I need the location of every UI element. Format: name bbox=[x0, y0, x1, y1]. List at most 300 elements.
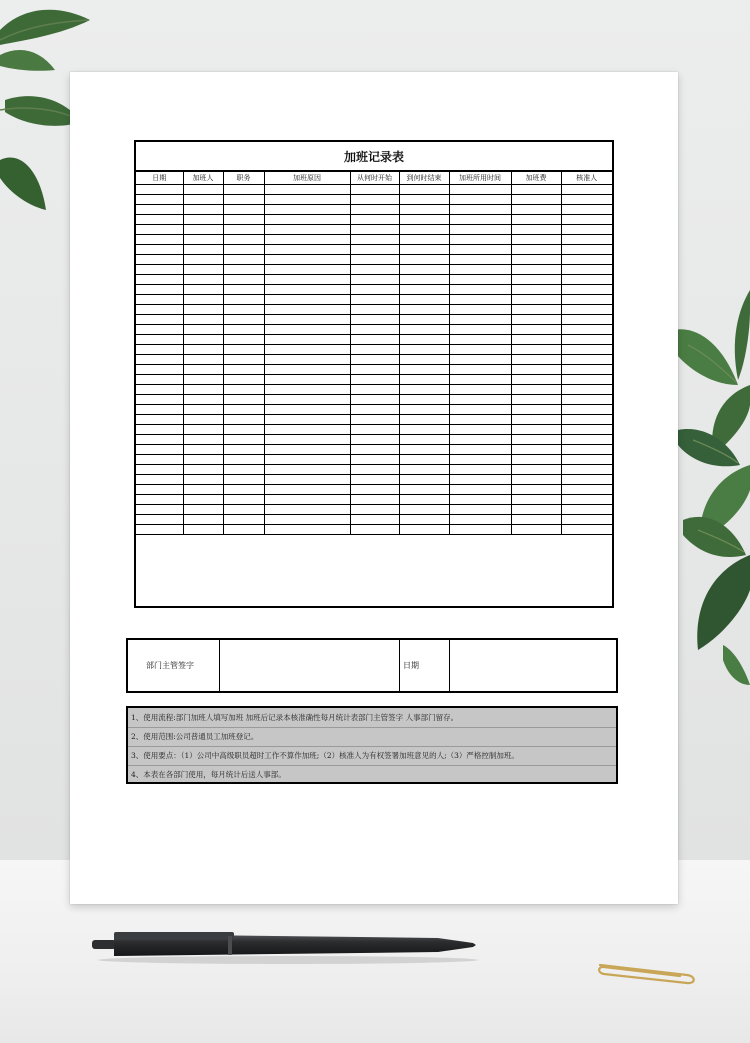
table-cell[interactable] bbox=[223, 415, 264, 425]
table-cell[interactable] bbox=[449, 265, 511, 275]
table-cell[interactable] bbox=[399, 485, 449, 495]
table-cell[interactable] bbox=[264, 235, 350, 245]
table-cell[interactable] bbox=[223, 525, 264, 535]
table-cell[interactable] bbox=[136, 205, 183, 215]
table-cell[interactable] bbox=[183, 485, 223, 495]
table-cell[interactable] bbox=[561, 515, 612, 525]
manager-sign-field[interactable] bbox=[220, 640, 400, 691]
table-cell[interactable] bbox=[264, 455, 350, 465]
table-cell[interactable] bbox=[350, 305, 399, 315]
table-cell[interactable] bbox=[350, 495, 399, 505]
table-cell[interactable] bbox=[511, 515, 561, 525]
table-cell[interactable] bbox=[511, 285, 561, 295]
table-cell[interactable] bbox=[399, 195, 449, 205]
table-cell[interactable] bbox=[136, 505, 183, 515]
table-cell[interactable] bbox=[511, 225, 561, 235]
table-cell[interactable] bbox=[399, 395, 449, 405]
date-field[interactable] bbox=[450, 640, 616, 691]
table-cell[interactable] bbox=[561, 195, 612, 205]
table-cell[interactable] bbox=[561, 415, 612, 425]
table-cell[interactable] bbox=[511, 415, 561, 425]
table-cell[interactable] bbox=[183, 515, 223, 525]
table-cell[interactable] bbox=[136, 305, 183, 315]
table-cell[interactable] bbox=[399, 425, 449, 435]
table-cell[interactable] bbox=[399, 245, 449, 255]
table-cell[interactable] bbox=[350, 315, 399, 325]
table-cell[interactable] bbox=[183, 495, 223, 505]
table-cell[interactable] bbox=[223, 505, 264, 515]
table-cell[interactable] bbox=[183, 365, 223, 375]
table-cell[interactable] bbox=[183, 355, 223, 365]
table-cell[interactable] bbox=[399, 315, 449, 325]
table-cell[interactable] bbox=[223, 215, 264, 225]
table-cell[interactable] bbox=[399, 455, 449, 465]
table-cell[interactable] bbox=[183, 195, 223, 205]
table-cell[interactable] bbox=[511, 525, 561, 535]
table-cell[interactable] bbox=[511, 255, 561, 265]
table-cell[interactable] bbox=[183, 205, 223, 215]
table-cell[interactable] bbox=[511, 275, 561, 285]
table-cell[interactable] bbox=[399, 375, 449, 385]
table-cell[interactable] bbox=[350, 425, 399, 435]
table-cell[interactable] bbox=[183, 255, 223, 265]
table-cell[interactable] bbox=[449, 225, 511, 235]
table-cell[interactable] bbox=[449, 275, 511, 285]
table-cell[interactable] bbox=[264, 395, 350, 405]
table-cell[interactable] bbox=[350, 465, 399, 475]
table-cell[interactable] bbox=[449, 365, 511, 375]
table-cell[interactable] bbox=[449, 455, 511, 465]
table-cell[interactable] bbox=[449, 295, 511, 305]
table-cell[interactable] bbox=[350, 285, 399, 295]
table-cell[interactable] bbox=[561, 385, 612, 395]
table-cell[interactable] bbox=[183, 275, 223, 285]
table-cell[interactable] bbox=[561, 265, 612, 275]
table-cell[interactable] bbox=[136, 495, 183, 505]
table-cell[interactable] bbox=[399, 515, 449, 525]
table-cell[interactable] bbox=[399, 295, 449, 305]
table-cell[interactable] bbox=[136, 385, 183, 395]
table-cell[interactable] bbox=[511, 365, 561, 375]
table-cell[interactable] bbox=[136, 225, 183, 235]
table-cell[interactable] bbox=[511, 455, 561, 465]
table-cell[interactable] bbox=[264, 335, 350, 345]
table-cell[interactable] bbox=[511, 355, 561, 365]
table-cell[interactable] bbox=[183, 525, 223, 535]
table-cell[interactable] bbox=[449, 415, 511, 425]
table-cell[interactable] bbox=[399, 355, 449, 365]
table-cell[interactable] bbox=[183, 375, 223, 385]
table-cell[interactable] bbox=[136, 215, 183, 225]
table-cell[interactable] bbox=[183, 455, 223, 465]
table-cell[interactable] bbox=[350, 195, 399, 205]
table-cell[interactable] bbox=[561, 255, 612, 265]
table-cell[interactable] bbox=[511, 485, 561, 495]
table-cell[interactable] bbox=[350, 355, 399, 365]
table-cell[interactable] bbox=[511, 315, 561, 325]
table-cell[interactable] bbox=[399, 475, 449, 485]
table-cell[interactable] bbox=[264, 255, 350, 265]
table-cell[interactable] bbox=[264, 385, 350, 395]
table-cell[interactable] bbox=[136, 295, 183, 305]
table-cell[interactable] bbox=[223, 445, 264, 455]
table-cell[interactable] bbox=[223, 285, 264, 295]
table-cell[interactable] bbox=[136, 395, 183, 405]
table-cell[interactable] bbox=[350, 345, 399, 355]
table-cell[interactable] bbox=[136, 405, 183, 415]
table-cell[interactable] bbox=[449, 345, 511, 355]
table-cell[interactable] bbox=[449, 515, 511, 525]
table-cell[interactable] bbox=[223, 465, 264, 475]
table-cell[interactable] bbox=[264, 405, 350, 415]
table-cell[interactable] bbox=[183, 415, 223, 425]
table-cell[interactable] bbox=[511, 385, 561, 395]
table-cell[interactable] bbox=[136, 245, 183, 255]
table-cell[interactable] bbox=[350, 445, 399, 455]
table-cell[interactable] bbox=[223, 325, 264, 335]
table-cell[interactable] bbox=[223, 225, 264, 235]
table-cell[interactable] bbox=[399, 505, 449, 515]
table-cell[interactable] bbox=[511, 195, 561, 205]
table-cell[interactable] bbox=[136, 475, 183, 485]
table-cell[interactable] bbox=[183, 185, 223, 195]
table-cell[interactable] bbox=[449, 475, 511, 485]
table-cell[interactable] bbox=[350, 225, 399, 235]
table-cell[interactable] bbox=[183, 265, 223, 275]
table-cell[interactable] bbox=[183, 435, 223, 445]
table-cell[interactable] bbox=[511, 445, 561, 455]
table-cell[interactable] bbox=[264, 415, 350, 425]
table-cell[interactable] bbox=[399, 325, 449, 335]
table-cell[interactable] bbox=[561, 375, 612, 385]
table-cell[interactable] bbox=[183, 305, 223, 315]
table-cell[interactable] bbox=[449, 205, 511, 215]
table-cell[interactable] bbox=[183, 445, 223, 455]
table-cell[interactable] bbox=[264, 225, 350, 235]
table-cell[interactable] bbox=[561, 275, 612, 285]
table-cell[interactable] bbox=[350, 505, 399, 515]
table-cell[interactable] bbox=[264, 435, 350, 445]
table-cell[interactable] bbox=[399, 235, 449, 245]
table-cell[interactable] bbox=[561, 185, 612, 195]
table-cell[interactable] bbox=[223, 475, 264, 485]
table-cell[interactable] bbox=[449, 465, 511, 475]
table-cell[interactable] bbox=[399, 185, 449, 195]
table-cell[interactable] bbox=[350, 455, 399, 465]
table-cell[interactable] bbox=[223, 385, 264, 395]
table-cell[interactable] bbox=[223, 435, 264, 445]
table-cell[interactable] bbox=[264, 375, 350, 385]
table-cell[interactable] bbox=[136, 285, 183, 295]
table-cell[interactable] bbox=[399, 225, 449, 235]
table-cell[interactable] bbox=[350, 245, 399, 255]
table-cell[interactable] bbox=[136, 185, 183, 195]
table-cell[interactable] bbox=[561, 445, 612, 455]
table-cell[interactable] bbox=[561, 355, 612, 365]
table-cell[interactable] bbox=[350, 395, 399, 405]
table-cell[interactable] bbox=[136, 445, 183, 455]
table-cell[interactable] bbox=[183, 335, 223, 345]
table-cell[interactable] bbox=[561, 315, 612, 325]
table-cell[interactable] bbox=[399, 205, 449, 215]
table-cell[interactable] bbox=[136, 515, 183, 525]
table-cell[interactable] bbox=[264, 505, 350, 515]
table-cell[interactable] bbox=[561, 245, 612, 255]
table-cell[interactable] bbox=[511, 495, 561, 505]
table-cell[interactable] bbox=[350, 205, 399, 215]
table-cell[interactable] bbox=[264, 305, 350, 315]
table-cell[interactable] bbox=[223, 265, 264, 275]
table-cell[interactable] bbox=[399, 465, 449, 475]
table-cell[interactable] bbox=[223, 235, 264, 245]
table-cell[interactable] bbox=[183, 245, 223, 255]
table-cell[interactable] bbox=[449, 335, 511, 345]
table-cell[interactable] bbox=[223, 295, 264, 305]
table-cell[interactable] bbox=[399, 215, 449, 225]
table-cell[interactable] bbox=[183, 505, 223, 515]
table-cell[interactable] bbox=[223, 345, 264, 355]
table-cell[interactable] bbox=[350, 435, 399, 445]
table-cell[interactable] bbox=[399, 445, 449, 455]
table-cell[interactable] bbox=[136, 425, 183, 435]
table-cell[interactable] bbox=[183, 425, 223, 435]
table-cell[interactable] bbox=[511, 305, 561, 315]
table-cell[interactable] bbox=[561, 495, 612, 505]
table-cell[interactable] bbox=[183, 385, 223, 395]
table-cell[interactable] bbox=[183, 405, 223, 415]
table-cell[interactable] bbox=[561, 435, 612, 445]
table-cell[interactable] bbox=[223, 195, 264, 205]
table-cell[interactable] bbox=[223, 365, 264, 375]
table-cell[interactable] bbox=[136, 195, 183, 205]
table-cell[interactable] bbox=[183, 295, 223, 305]
table-cell[interactable] bbox=[264, 315, 350, 325]
table-cell[interactable] bbox=[561, 235, 612, 245]
table-cell[interactable] bbox=[350, 185, 399, 195]
table-cell[interactable] bbox=[223, 355, 264, 365]
table-cell[interactable] bbox=[449, 325, 511, 335]
table-cell[interactable] bbox=[399, 345, 449, 355]
table-cell[interactable] bbox=[183, 465, 223, 475]
table-cell[interactable] bbox=[350, 275, 399, 285]
table-cell[interactable] bbox=[511, 185, 561, 195]
table-cell[interactable] bbox=[264, 295, 350, 305]
table-cell[interactable] bbox=[511, 435, 561, 445]
table-cell[interactable] bbox=[136, 525, 183, 535]
table-cell[interactable] bbox=[183, 345, 223, 355]
table-cell[interactable] bbox=[511, 235, 561, 245]
table-cell[interactable] bbox=[223, 455, 264, 465]
table-cell[interactable] bbox=[136, 465, 183, 475]
table-cell[interactable] bbox=[399, 265, 449, 275]
table-cell[interactable] bbox=[223, 485, 264, 495]
table-cell[interactable] bbox=[561, 485, 612, 495]
table-cell[interactable] bbox=[183, 315, 223, 325]
table-cell[interactable] bbox=[449, 375, 511, 385]
table-cell[interactable] bbox=[350, 365, 399, 375]
table-cell[interactable] bbox=[223, 405, 264, 415]
table-cell[interactable] bbox=[449, 255, 511, 265]
table-cell[interactable] bbox=[264, 215, 350, 225]
table-cell[interactable] bbox=[399, 525, 449, 535]
table-cell[interactable] bbox=[449, 315, 511, 325]
table-cell[interactable] bbox=[350, 265, 399, 275]
table-cell[interactable] bbox=[449, 285, 511, 295]
table-cell[interactable] bbox=[561, 345, 612, 355]
table-cell[interactable] bbox=[449, 355, 511, 365]
table-cell[interactable] bbox=[264, 265, 350, 275]
table-cell[interactable] bbox=[449, 305, 511, 315]
table-cell[interactable] bbox=[350, 515, 399, 525]
table-cell[interactable] bbox=[511, 405, 561, 415]
table-cell[interactable] bbox=[449, 495, 511, 505]
table-cell[interactable] bbox=[183, 325, 223, 335]
table-cell[interactable] bbox=[350, 215, 399, 225]
table-cell[interactable] bbox=[399, 285, 449, 295]
table-cell[interactable] bbox=[350, 525, 399, 535]
table-cell[interactable] bbox=[350, 335, 399, 345]
table-cell[interactable] bbox=[183, 475, 223, 485]
table-cell[interactable] bbox=[350, 255, 399, 265]
table-cell[interactable] bbox=[136, 335, 183, 345]
table-cell[interactable] bbox=[350, 475, 399, 485]
table-cell[interactable] bbox=[136, 365, 183, 375]
table-cell[interactable] bbox=[449, 215, 511, 225]
table-cell[interactable] bbox=[399, 435, 449, 445]
table-cell[interactable] bbox=[561, 285, 612, 295]
table-cell[interactable] bbox=[350, 375, 399, 385]
table-cell[interactable] bbox=[449, 405, 511, 415]
table-cell[interactable] bbox=[223, 205, 264, 215]
table-cell[interactable] bbox=[561, 395, 612, 405]
table-cell[interactable] bbox=[264, 485, 350, 495]
table-cell[interactable] bbox=[511, 245, 561, 255]
table-cell[interactable] bbox=[223, 375, 264, 385]
table-cell[interactable] bbox=[449, 485, 511, 495]
table-cell[interactable] bbox=[511, 295, 561, 305]
table-cell[interactable] bbox=[511, 215, 561, 225]
table-cell[interactable] bbox=[264, 465, 350, 475]
table-cell[interactable] bbox=[561, 455, 612, 465]
table-cell[interactable] bbox=[350, 385, 399, 395]
table-cell[interactable] bbox=[561, 505, 612, 515]
table-cell[interactable] bbox=[561, 305, 612, 315]
table-cell[interactable] bbox=[136, 415, 183, 425]
table-cell[interactable] bbox=[264, 365, 350, 375]
table-cell[interactable] bbox=[223, 495, 264, 505]
table-cell[interactable] bbox=[183, 235, 223, 245]
table-cell[interactable] bbox=[136, 375, 183, 385]
table-cell[interactable] bbox=[561, 335, 612, 345]
table-cell[interactable] bbox=[223, 185, 264, 195]
table-cell[interactable] bbox=[511, 325, 561, 335]
table-cell[interactable] bbox=[561, 475, 612, 485]
table-cell[interactable] bbox=[350, 295, 399, 305]
table-cell[interactable] bbox=[511, 375, 561, 385]
table-cell[interactable] bbox=[511, 205, 561, 215]
table-cell[interactable] bbox=[561, 225, 612, 235]
table-cell[interactable] bbox=[264, 285, 350, 295]
table-cell[interactable] bbox=[399, 335, 449, 345]
table-cell[interactable] bbox=[449, 385, 511, 395]
table-cell[interactable] bbox=[449, 425, 511, 435]
table-cell[interactable] bbox=[561, 215, 612, 225]
table-cell[interactable] bbox=[350, 415, 399, 425]
table-cell[interactable] bbox=[350, 405, 399, 415]
table-cell[interactable] bbox=[264, 195, 350, 205]
table-cell[interactable] bbox=[399, 495, 449, 505]
table-cell[interactable] bbox=[223, 515, 264, 525]
table-cell[interactable] bbox=[264, 425, 350, 435]
table-cell[interactable] bbox=[449, 445, 511, 455]
table-cell[interactable] bbox=[264, 345, 350, 355]
table-cell[interactable] bbox=[264, 185, 350, 195]
table-cell[interactable] bbox=[264, 495, 350, 505]
table-cell[interactable] bbox=[449, 245, 511, 255]
table-cell[interactable] bbox=[511, 265, 561, 275]
table-cell[interactable] bbox=[561, 405, 612, 415]
table-cell[interactable] bbox=[449, 185, 511, 195]
table-cell[interactable] bbox=[399, 365, 449, 375]
table-cell[interactable] bbox=[264, 355, 350, 365]
table-cell[interactable] bbox=[399, 255, 449, 265]
table-cell[interactable] bbox=[223, 315, 264, 325]
table-cell[interactable] bbox=[136, 435, 183, 445]
table-cell[interactable] bbox=[183, 285, 223, 295]
table-cell[interactable] bbox=[264, 525, 350, 535]
table-cell[interactable] bbox=[223, 335, 264, 345]
table-cell[interactable] bbox=[136, 485, 183, 495]
table-cell[interactable] bbox=[264, 275, 350, 285]
table-cell[interactable] bbox=[511, 425, 561, 435]
table-cell[interactable] bbox=[561, 425, 612, 435]
table-cell[interactable] bbox=[350, 325, 399, 335]
table-cell[interactable] bbox=[561, 295, 612, 305]
table-cell[interactable] bbox=[449, 525, 511, 535]
table-cell[interactable] bbox=[136, 255, 183, 265]
table-cell[interactable] bbox=[561, 205, 612, 215]
table-cell[interactable] bbox=[223, 425, 264, 435]
table-cell[interactable] bbox=[350, 485, 399, 495]
table-cell[interactable] bbox=[399, 415, 449, 425]
table-cell[interactable] bbox=[511, 345, 561, 355]
table-cell[interactable] bbox=[183, 215, 223, 225]
table-cell[interactable] bbox=[136, 455, 183, 465]
table-cell[interactable] bbox=[183, 395, 223, 405]
table-cell[interactable] bbox=[511, 505, 561, 515]
table-cell[interactable] bbox=[223, 305, 264, 315]
table-cell[interactable] bbox=[136, 315, 183, 325]
table-cell[interactable] bbox=[350, 235, 399, 245]
table-cell[interactable] bbox=[449, 195, 511, 205]
table-cell[interactable] bbox=[136, 265, 183, 275]
table-cell[interactable] bbox=[264, 515, 350, 525]
table-cell[interactable] bbox=[183, 225, 223, 235]
table-cell[interactable] bbox=[561, 365, 612, 375]
table-cell[interactable] bbox=[264, 205, 350, 215]
table-cell[interactable] bbox=[449, 235, 511, 245]
table-cell[interactable] bbox=[511, 465, 561, 475]
table-cell[interactable] bbox=[449, 435, 511, 445]
table-cell[interactable] bbox=[264, 445, 350, 455]
table-cell[interactable] bbox=[136, 355, 183, 365]
table-cell[interactable] bbox=[223, 255, 264, 265]
table-cell[interactable] bbox=[561, 325, 612, 335]
table-cell[interactable] bbox=[561, 465, 612, 475]
table-cell[interactable] bbox=[223, 395, 264, 405]
table-cell[interactable] bbox=[136, 325, 183, 335]
table-cell[interactable] bbox=[511, 395, 561, 405]
